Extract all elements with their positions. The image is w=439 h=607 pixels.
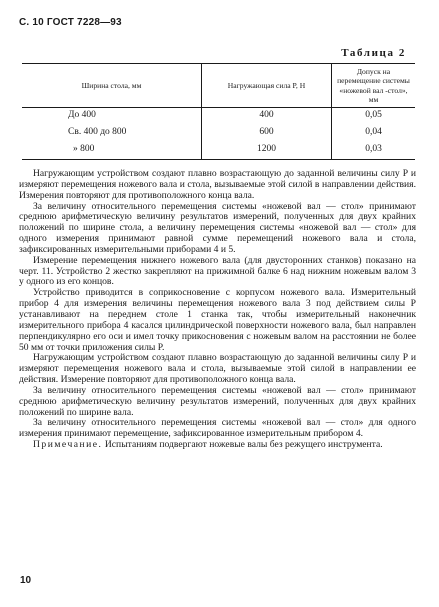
- table-cell-force: 400: [202, 108, 332, 126]
- paragraph: Измерение перемещения нижнего ножевого вала (для двусторонних станков) показано на черт. 11. Устройство 2 жестко закрепляют на прижимной балке 6 над нижним ножевым валом 3 у одного из его концов.: [19, 254, 416, 288]
- body-text: [19, 169, 416, 451]
- table-cell-tolerance: 0,05: [332, 108, 416, 126]
- table-cell-tolerance: 0,03: [332, 142, 416, 160]
- paragraph: За величину относительного перемещения системы «ножевой вал — стол» принимают среднюю арифметическую величину результатов измерений, полученных для двух крайних положений по ширине стола, а величину перемещения системы «ножевой вал — стол» для одного измерения принимают равной сумме перемещений ножевого вала и стола, зафиксированных измерительными приборами 4 и 5.: [19, 200, 416, 255]
- table-cell-width: » 800: [22, 142, 202, 160]
- col-header-force: Нагружающая сила P, Н: [202, 64, 332, 108]
- table-cell-force: 1200: [202, 142, 332, 160]
- paragraph: Нагружающим устройством создают плавно возрастающую до заданной величины силу P и измеряют перемещения ножевого вала и стола, вызываемые этой силой в направлении ее действия. Измерение повторяют для противоположного конца вала.: [19, 352, 416, 386]
- table-cell-width: Св. 400 до 800: [68, 127, 127, 137]
- col-header-tolerance: Допуск на перемещение системы «ножевой вал -стол», мм: [332, 64, 416, 108]
- tolerance-table: [22, 63, 415, 160]
- paragraph: За величину относительного перемещения системы «ножевой вал — стол» принимают среднюю арифметическую величину результатов измерений, полученных для двух крайних положений по ширине вала.: [19, 384, 416, 418]
- table-label: Таблица 2: [341, 47, 406, 59]
- note: [19, 440, 416, 451]
- page-number: 10: [20, 575, 32, 586]
- table-cell-width: До 400: [68, 110, 96, 120]
- paragraph: Нагружающим устройством создают плавно возрастающую до заданной величины силу P и измеряют перемещения ножевого вала и стола, вызываемые этой силой в направлении действия. Измерения повторяют для противоположного конца вала.: [19, 168, 416, 201]
- table-row: [22, 108, 415, 126]
- col-header-width: Ширина стола, мм: [22, 64, 202, 108]
- note-label: Примечание.: [33, 439, 103, 451]
- table-header-row: [22, 64, 415, 108]
- paragraph: Устройство приводится в соприкосновение с корпусом ножевого вала. Измерительный прибор 4 для измерения величины перемещения ножевого вала 3 под действием силы P устанавливают на переднем столе 1 станка так, чтобы измерительный наконечник измерительного прибора 4 касался цилиндрической поверхности ножевого вала, был направлен перпендикулярно его оси и имел точку прикосновения с ножевым валом на расстоянии не более 50 мм от точки приложения силы P.: [19, 287, 416, 353]
- table-cell-force: 600: [202, 125, 332, 142]
- table-row: [22, 125, 415, 142]
- paragraph: За величину относительного перемещения системы «ножевой вал — стол» для одного измерения принимают перемещение, зафиксированное измерительным прибором 4.: [19, 417, 416, 440]
- table-row: [22, 142, 415, 160]
- note-text: Испытаниям подвергают ножевые валы без режущего инструмента.: [102, 439, 383, 451]
- table-cell-tolerance: 0,04: [332, 125, 416, 142]
- page-header: С. 10 ГОСТ 7228—93: [19, 17, 122, 28]
